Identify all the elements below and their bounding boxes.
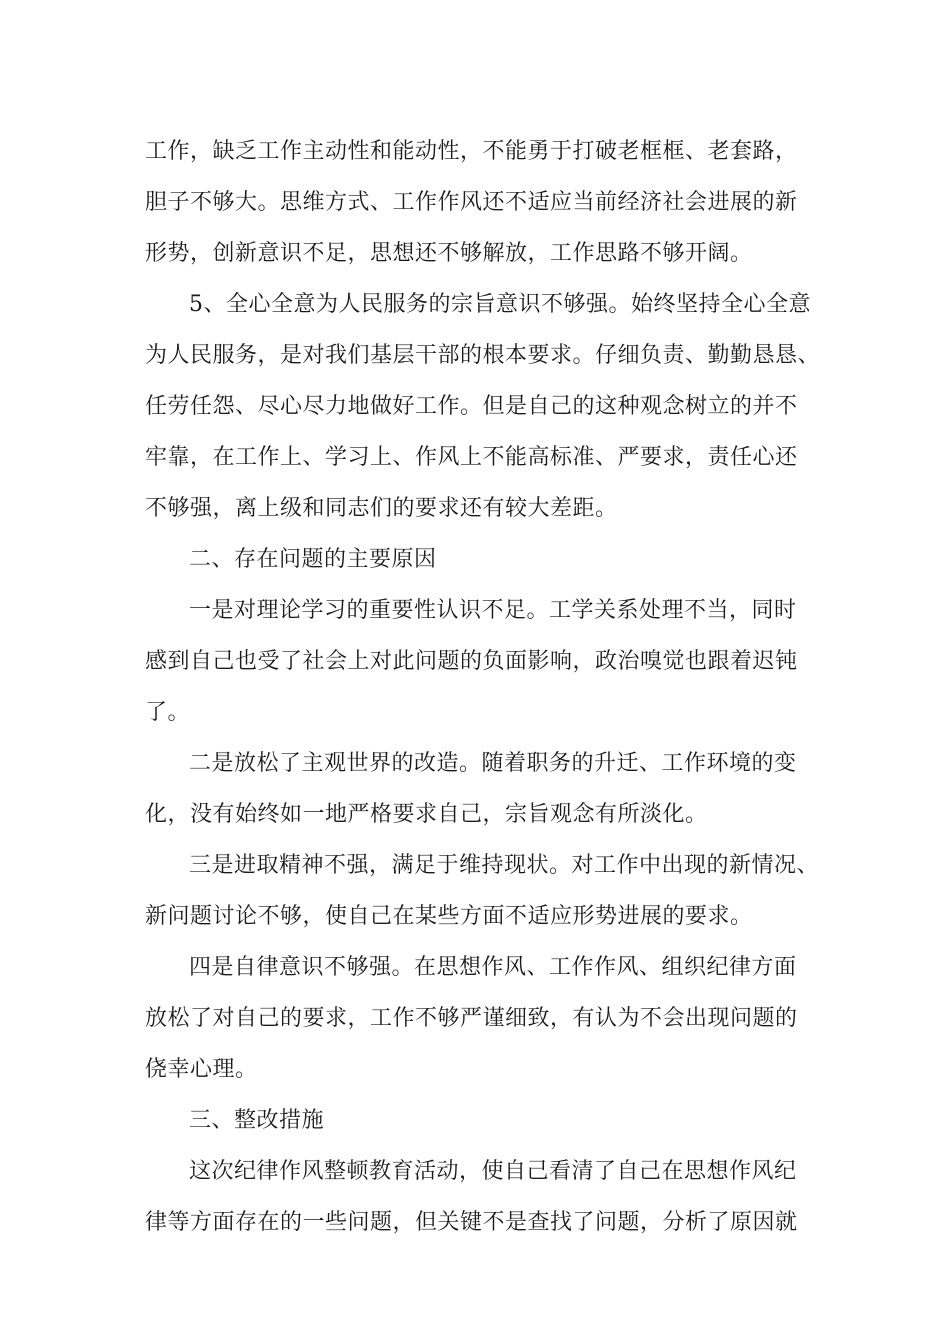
text-line: 任劳任怨、尽心尽力地做好工作。但是自己的这种观念树立的并不 xyxy=(145,394,798,419)
text-line: 感到自己也受了社会上对此问题的负面影响，政治嗅觉也跟着迟钝 xyxy=(145,649,798,674)
text-line: 为人民服务，是对我们基层干部的根本要求。仔细负责、勤勤恳恳、 xyxy=(145,343,821,368)
text-line: 律等方面存在的一些问题，但关键不是查找了问题，分析了原因就 xyxy=(145,1210,798,1235)
paragraph-first-line: 5、全心全意为人民服务的宗旨意识不够强。始终坚持全心全意 xyxy=(189,292,811,317)
paragraph-first-line: 二是放松了主观世界的改造。随着职务的升迁、工作环境的变 xyxy=(189,751,797,776)
text-line: 不够强，离上级和同志们的要求还有较大差距。 xyxy=(145,496,618,521)
document-body xyxy=(145,126,825,1248)
text-line: 化，没有始终如一地严格要求自己，宗旨观念有所淡化。 xyxy=(145,802,708,827)
paragraph-first-line: 一是对理论学习的重要性认识不足。工学关系处理不当，同时 xyxy=(189,598,797,623)
section-heading: 二、存在问题的主要原因 xyxy=(189,547,437,572)
paragraph-first-line: 四是自律意识不够强。在思想作风、工作作风、组织纪律方面 xyxy=(189,955,797,980)
text-line: 形势，创新意识不足，思想还不够解放，工作思路不够开阔。 xyxy=(145,241,753,266)
text-line: 工作，缺乏工作主动性和能动性，不能勇于打破老框框、老套路， xyxy=(145,139,798,164)
paragraph-first-line: 三是进取精神不强，满足于维持现状。对工作中出现的新情况、 xyxy=(189,853,820,878)
text-line: 新问题讨论不够，使自己在某些方面不适应形势进展的要求。 xyxy=(145,904,753,929)
text-line: 牢靠，在工作上、学习上、作风上不能高标准、严要求，责任心还 xyxy=(145,445,798,470)
section-heading: 三、整改措施 xyxy=(189,1108,325,1133)
text-line: 侥幸心理。 xyxy=(145,1057,258,1082)
text-line: 胆子不够大。思维方式、工作作风还不适应当前经济社会进展的新 xyxy=(145,190,798,215)
text-line: 放松了对自己的要求，工作不够严谨细致，有认为不会出现问题的 xyxy=(145,1006,798,1031)
text-line: 了。 xyxy=(145,700,191,725)
paragraph-first-line: 这次纪律作风整顿教育活动，使自己看清了自己在思想作风纪 xyxy=(189,1159,797,1184)
